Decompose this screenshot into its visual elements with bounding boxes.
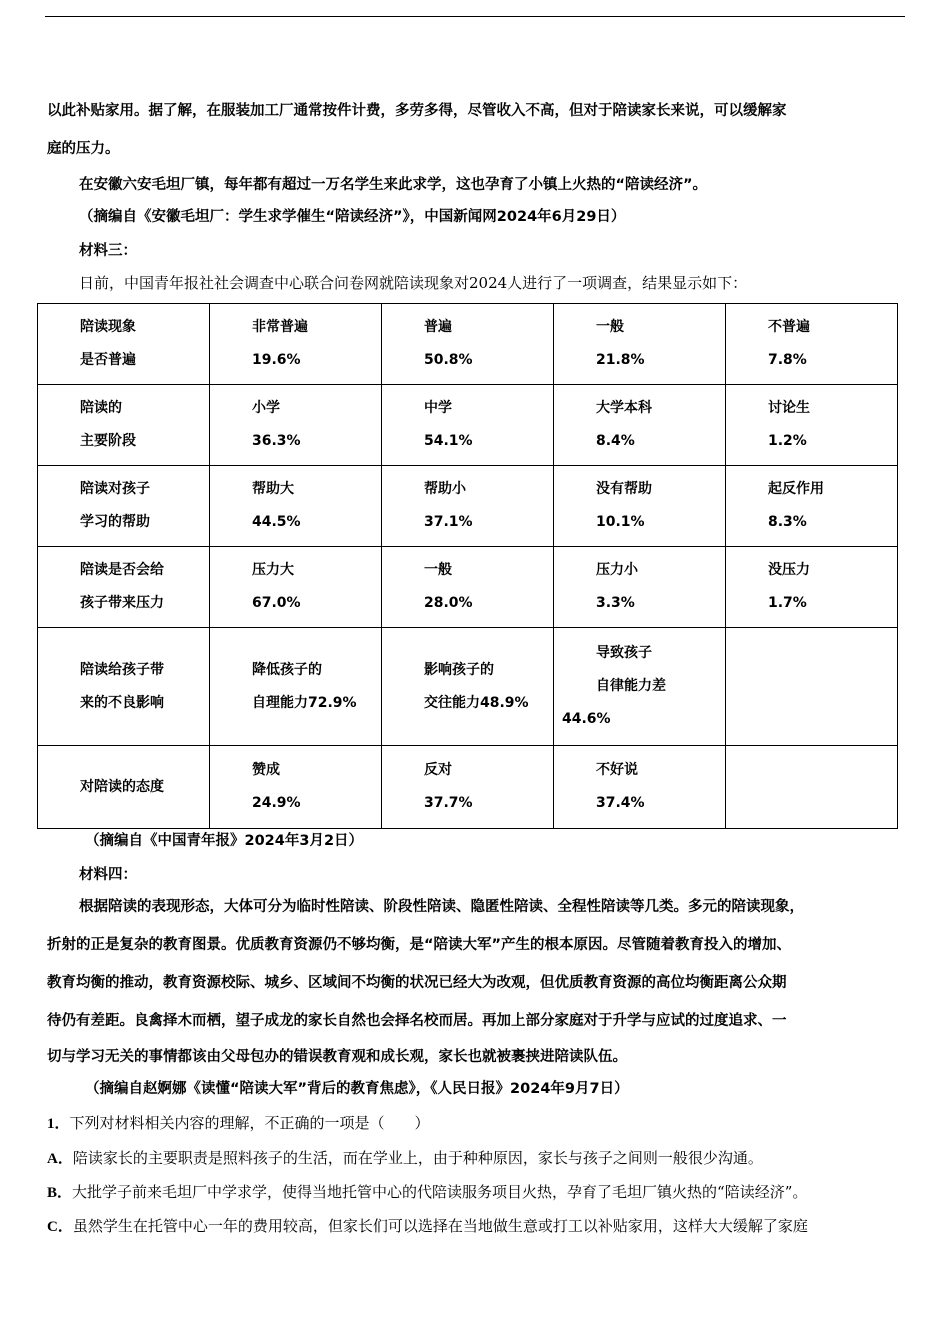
option-letter: A — [47, 1151, 58, 1167]
paragraph-line: 待仍有差距。良禽择木而栖，望子成龙的家长自然也会择名校而居。再加上部分家庭对于升学与应试的过度追求、一 — [47, 1013, 787, 1029]
paragraph-line: 教育均衡的推动，教育资源校际、城乡、区域间不均衡的状况已经大为改观，但优质教育资源的高位均衡距离公众期 — [47, 975, 787, 991]
table-cell: 导致孩子 自律能力差 44.6% — [554, 628, 726, 746]
table-cell: 对陪读的态度 — [38, 746, 210, 829]
header-rule — [45, 16, 905, 17]
paragraph-line: 在安徽六安毛坦厂镇，每年都有超过一万名学生来此求学，这也孕育了小镇上火热的“陪读经济”。 — [79, 177, 708, 193]
question-text: 下列对材料相关内容的理解，不正确的一项是（ ） — [69, 1114, 430, 1132]
paragraph-line: 切与学习无关的事情都该由父母包办的错误教育观和成长观，家长也就被裹挟进陪读队伍。 — [47, 1049, 627, 1065]
table-cell: 影响孩子的 交往能力48.9% — [382, 628, 554, 746]
paragraph-line: 根据陪读的表现形态，大体可分为临时性陪读、阶段性陪读、隐匿性陪读、全程性陪读等几类。多元的陪读现象， — [79, 899, 804, 915]
paragraph-line: 折射的正是复杂的教育图景。优质教育资源仍不够均衡，是“陪读大军”产生的根本原因。尽管随着教育投入的增加、 — [47, 937, 792, 953]
source-citation: （摘编自《安徽毛坦厂：学生求学催生“陪读经济”》，中国新闻网2024年6月29日） — [79, 209, 626, 225]
question-stem: 1．下列对材料相关内容的理解，不正确的一项是（ ） — [47, 1114, 430, 1132]
table-row — [38, 466, 898, 547]
table-cell-empty — [726, 746, 898, 829]
table-cell: 一般 21.8% — [554, 304, 726, 385]
table-cell: 压力大 67.0% — [210, 547, 382, 628]
table-cell: 压力小 3.3% — [554, 547, 726, 628]
source-citation: （摘编自赵婀娜《读懂“陪读大军”背后的教育焦虑》，《人民日报》2024年9月7日） — [85, 1081, 629, 1097]
option-a[interactable]: A．陪读家长的主要职责是照料孩子的生活，而在学业上，由于种种原因，家长与孩子之间则一般很少沟通。 — [47, 1149, 763, 1167]
table-cell: 陪读的 主要阶段 — [38, 385, 210, 466]
paragraph-line: 庭的压力。 — [47, 141, 120, 157]
table-cell: 陪读给孩子带 来的不良影响 — [38, 628, 210, 746]
table-cell: 大学本科 8.4% — [554, 385, 726, 466]
source-citation: （摘编自《中国青年报》2024年3月2日） — [85, 833, 364, 849]
option-c[interactable]: C．虽然学生在托管中心一年的费用较高，但家长们可以选择在当地做生意或打工以补贴家用，这样大大缓解了家庭 — [47, 1217, 808, 1235]
option-text: 虽然学生在托管中心一年的费用较高，但家长们可以选择在当地做生意或打工以补贴家用，这样大大缓解了家庭 — [72, 1217, 808, 1235]
survey-table — [37, 303, 898, 829]
table-cell: 一般 28.0% — [382, 547, 554, 628]
table-cell: 小学 36.3% — [210, 385, 382, 466]
table-row — [38, 547, 898, 628]
table-cell: 帮助大 44.5% — [210, 466, 382, 547]
table-cell: 非常普遍 19.6% — [210, 304, 382, 385]
option-letter: B — [47, 1185, 58, 1201]
table-row — [38, 304, 898, 385]
table-cell: 普遍 50.8% — [382, 304, 554, 385]
table-cell: 中学 54.1% — [382, 385, 554, 466]
table-cell: 讨论生 1.2% — [726, 385, 898, 466]
table-cell-empty — [726, 628, 898, 746]
paragraph-line: 以此补贴家用。据了解，在服装加工厂通常按件计费，多劳多得，尽管收入不高，但对于陪读家长来说，可以缓解家 — [47, 103, 787, 119]
table-cell: 没压力 1.7% — [726, 547, 898, 628]
table-cell: 没有帮助 10.1% — [554, 466, 726, 547]
option-text: 大批学子前来毛坦厂中学求学，使得当地托管中心的代陪读服务项目火热，孕育了毛坦厂镇火热的“陪读经济”。 — [72, 1183, 808, 1201]
option-b[interactable]: B．大批学子前来毛坦厂中学求学，使得当地托管中心的代陪读服务项目火热，孕育了毛坦厂镇火热的“陪读经济”。 — [47, 1183, 808, 1201]
table-cell: 反对 37.7% — [382, 746, 554, 829]
table-cell: 不普遍 7.8% — [726, 304, 898, 385]
table-cell: 不好说 37.4% — [554, 746, 726, 829]
table-cell: 陪读现象 是否普遍 — [38, 304, 210, 385]
table-cell: 赞成 24.9% — [210, 746, 382, 829]
material-title: 材料四： — [79, 867, 137, 883]
material-title: 材料三： — [79, 243, 137, 259]
table-cell: 帮助小 37.1% — [382, 466, 554, 547]
table-row — [38, 746, 898, 829]
question-number: 1 — [47, 1116, 55, 1132]
table-cell: 陪读是否会给 孩子带来压力 — [38, 547, 210, 628]
table-cell: 陪读对孩子 学习的帮助 — [38, 466, 210, 547]
paragraph-line: 日前，中国青年报社社会调查中心联合问卷网就陪读现象对2024人进行了一项调查，结果显示如下： — [79, 274, 748, 292]
table-cell: 降低孩子的 自理能力72.9% — [210, 628, 382, 746]
option-text: 陪读家长的主要职责是照料孩子的生活，而在学业上，由于种种原因，家长与孩子之间则一般很少沟通。 — [72, 1149, 763, 1167]
option-letter: C — [47, 1219, 58, 1235]
table-row — [38, 628, 898, 746]
table-row — [38, 385, 898, 466]
table-cell: 起反作用 8.3% — [726, 466, 898, 547]
